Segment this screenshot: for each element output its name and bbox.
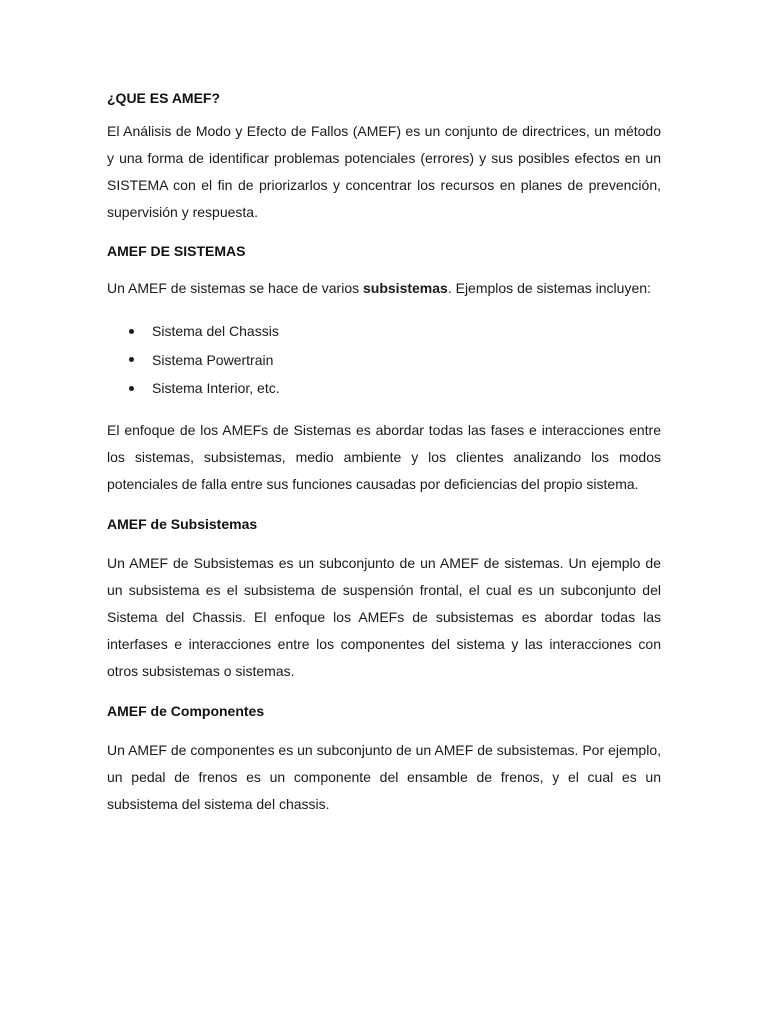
list-item-label: Sistema Powertrain bbox=[152, 351, 274, 368]
componentes-paragraph: Un AMEF de componentes es un subconjunto de un AMEF de subsistemas. Por ejemplo, un pedal de frenos es un componente del ensamble de frenos, y el cual es un subsistema del sistema del chassis. bbox=[107, 741, 661, 812]
sistemas-bullet-list bbox=[107, 317, 661, 403]
heading-amef-de-sistemas: AMEF DE SISTEMAS bbox=[107, 243, 246, 259]
list-item-label: Sistema del Chassis bbox=[152, 323, 279, 339]
list-item bbox=[107, 346, 661, 375]
heading-amef-de-subsistemas: AMEF de Subsistemas bbox=[107, 515, 258, 532]
sistemas-paragraph bbox=[107, 275, 661, 302]
bullet-icon bbox=[129, 357, 134, 362]
enfoque-paragraph: El enfoque de los AMEFs de Sistemas es abordar todas las fases e interacciones entre los sistemas, subsistemas, medio ambiente y los clientes analizando los modos potenciales de falla entre sus funciones causadas por deficiencias del propio sistema. bbox=[107, 421, 661, 492]
intro-paragraph: El Análisis de Modo y Efecto de Fallos (AMEF) es un conjunto de directrices, un método y una forma de identificar problemas potenciales (errores) y sus posibles efectos en un SISTEMA con el fin de priorizarlos y concentrar los recursos en planes de prevención, supervisión y respuesta. bbox=[107, 123, 661, 220]
sistemas-paragraph-after: . Ejemplos de sistemas incluyen: bbox=[447, 280, 651, 296]
heading-amef-de-componentes: AMEF de Componentes bbox=[107, 702, 265, 719]
document-page bbox=[107, 88, 661, 818]
heading-que-es-amef: ¿QUE ES AMEF? bbox=[107, 90, 221, 106]
subsistemas-bold-term: subsistemas bbox=[363, 280, 448, 296]
list-item bbox=[107, 374, 661, 403]
list-item-label: Sistema Interior, etc. bbox=[152, 380, 280, 396]
bullet-icon bbox=[129, 329, 134, 334]
sistemas-paragraph-before: Un AMEF de sistemas se hace de varios bbox=[107, 280, 363, 296]
bullet-icon bbox=[129, 386, 134, 391]
subsistemas-paragraph: Un AMEF de Subsistemas es un subconjunto de un AMEF de sistemas. Un ejemplo de un subsistema es el subsistema de suspensión frontal, el cual es un subconjunto del Sistema del Chassis. El enfoque los AMEFs de subsistemas es abordar todas las interfases e interacciones entre los componentes del sistema y las interacciones con otros subsistemas o sistemas. bbox=[107, 554, 661, 679]
list-item bbox=[107, 317, 661, 346]
